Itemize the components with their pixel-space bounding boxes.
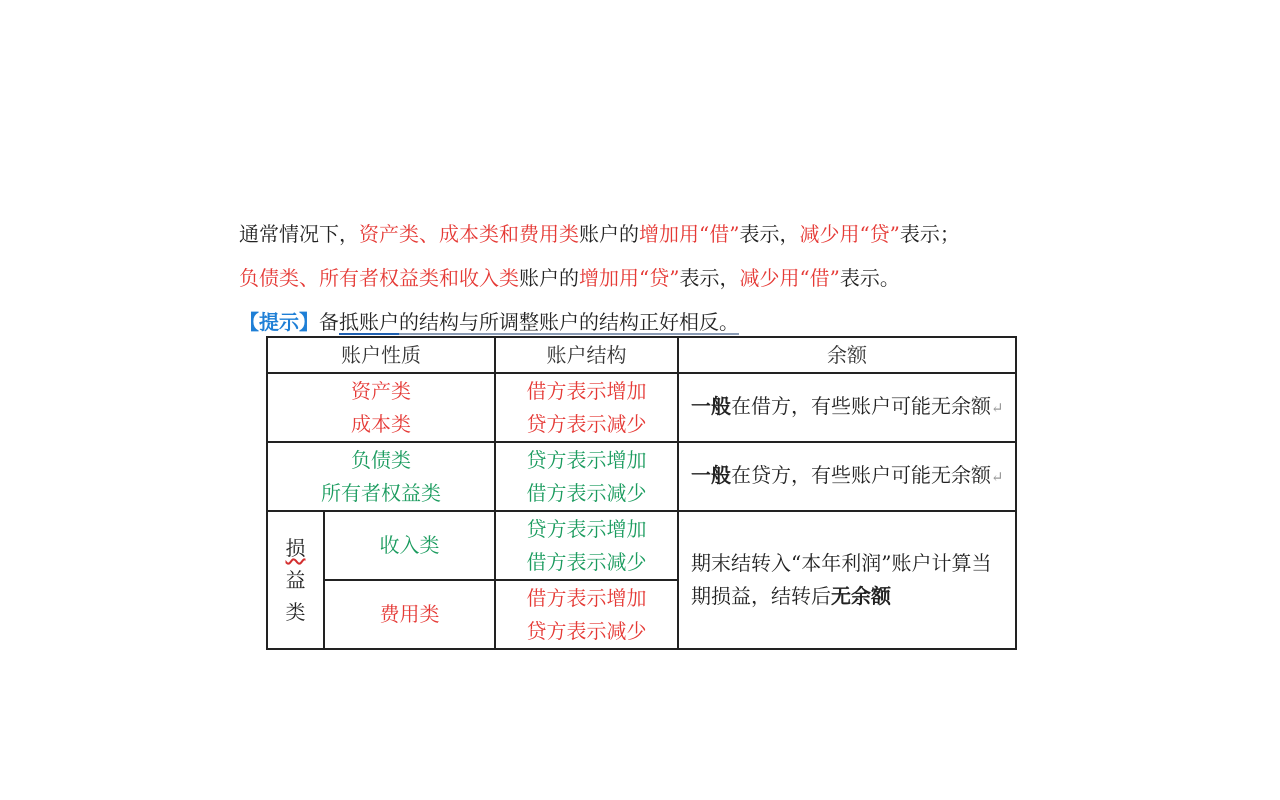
tip-contra-account: 抵账户 — [339, 310, 399, 334]
type-expense: 费用类 — [324, 580, 495, 649]
expense-structure — [495, 580, 678, 649]
line2-increase-credit: 增加用“贷” — [579, 266, 680, 290]
table-row-liability-equity — [267, 442, 1016, 511]
row2-structure-line1: 贷方表示增加 — [526, 447, 647, 472]
profit-loss-balance — [678, 511, 1016, 649]
return-mark-icon: ↵ — [991, 399, 1004, 417]
row1-types — [267, 373, 495, 442]
tip-text-rest: 与所调整账户的结构正好相反。 — [459, 310, 739, 334]
header-account-structure: 账户结构 — [495, 337, 678, 373]
income-structure-line2: 借方表示减少 — [526, 549, 647, 574]
line1-asset-cost-expense: 资产类、成本类和费用类 — [359, 222, 579, 246]
type-income: 收入类 — [324, 511, 495, 580]
line1-text-3: 表示， — [739, 222, 800, 246]
type-owner-equity: 所有者权益类 — [321, 480, 441, 505]
tip-label: 【提示】 — [239, 310, 319, 334]
header-account-nature: 账户性质 — [267, 337, 495, 373]
type-liability: 负债类 — [351, 447, 411, 472]
expense-structure-line2: 贷方表示减少 — [526, 618, 647, 643]
type-asset: 资产类 — [351, 378, 411, 403]
row1-structure-line2: 贷方表示减少 — [526, 411, 647, 436]
line2-text-3: 表示。 — [839, 266, 900, 290]
row1-balance-bold: 一般 — [691, 394, 731, 418]
return-mark-icon: ↵ — [991, 468, 1004, 486]
line1-text-4: 表示； — [899, 222, 960, 246]
line2-liability-equity-income: 负债类、所有者权益类和收入类 — [239, 266, 519, 290]
line1-increase-debit: 增加用“借” — [639, 222, 740, 246]
line2-text-2: 表示， — [679, 266, 740, 290]
profit-loss-char-1: 损 — [285, 536, 306, 560]
line2-decrease-debit: 减少用“借” — [739, 266, 840, 290]
header-balance: 余额 — [678, 337, 1016, 373]
profit-loss-balance-bold: 无余额 — [831, 584, 891, 608]
tip-text-structure: 的结构 — [399, 310, 459, 334]
row2-balance — [678, 442, 1016, 511]
row2-balance-bold: 一般 — [691, 463, 731, 487]
row1-balance-text: 在借方，有些账户可能无余额 — [731, 394, 991, 418]
account-structure-table — [266, 336, 1017, 650]
line1-text-1: 通常情况下， — [239, 222, 359, 246]
row1-structure-line1: 借方表示增加 — [526, 378, 647, 403]
row1-balance — [678, 373, 1016, 442]
table-row-income — [267, 511, 1016, 580]
tip-line — [239, 307, 739, 337]
row1-structure — [495, 373, 678, 442]
row2-types — [267, 442, 495, 511]
table-header-row — [267, 337, 1016, 373]
paragraph-line-1 — [239, 219, 960, 249]
row2-structure-line2: 借方表示减少 — [526, 480, 647, 505]
line1-text-2: 账户的 — [579, 222, 639, 246]
income-structure — [495, 511, 678, 580]
line2-text-1: 账户的 — [519, 266, 579, 290]
expense-structure-line1: 借方表示增加 — [526, 585, 647, 610]
profit-loss-balance-text: 期末结转入“本年利润”账户计算当期损益，结转后 — [691, 551, 992, 608]
income-structure-line1: 贷方表示增加 — [526, 516, 647, 541]
type-cost: 成本类 — [351, 411, 411, 436]
row2-structure — [495, 442, 678, 511]
profit-loss-char-2: 益 — [285, 568, 306, 592]
profit-loss-label — [267, 511, 324, 649]
table-row-asset-cost — [267, 373, 1016, 442]
tip-text-1: 备 — [319, 310, 339, 334]
paragraph-line-2 — [239, 263, 900, 293]
line1-decrease-credit: 减少用“贷” — [799, 222, 900, 246]
profit-loss-char-3: 类 — [285, 600, 306, 624]
row2-balance-text: 在贷方，有些账户可能无余额 — [731, 463, 991, 487]
